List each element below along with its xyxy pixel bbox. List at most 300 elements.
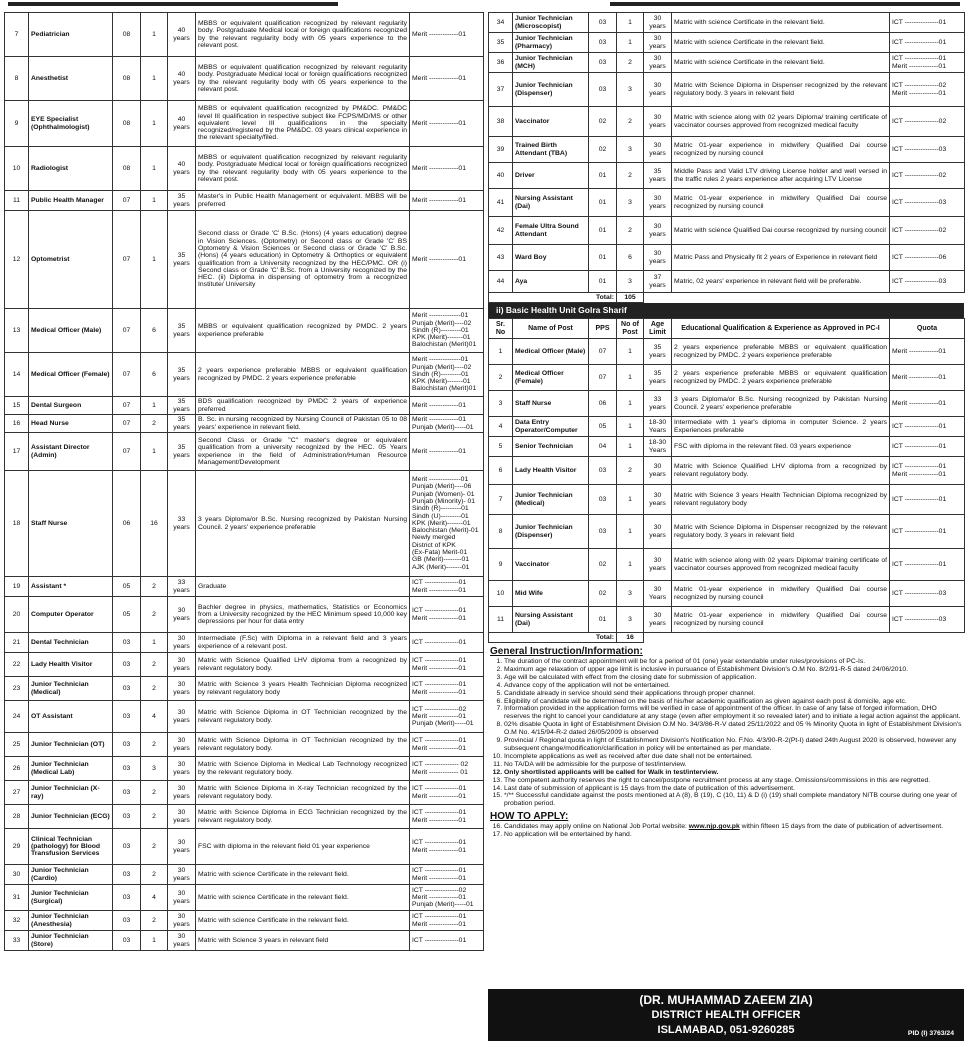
qualification-cell: Matric with science Certificate in the relevant field. [672,33,890,53]
table-row [5,781,484,805]
quota-line: Merit -------------01 [892,347,946,355]
quota-cell [890,137,965,163]
sr-no-cell: 10 [5,147,29,191]
sr-no-cell: 12 [5,211,29,309]
qualification-cell: Matric with science Certificate in the relevant field. [672,13,890,33]
quota-cell [410,653,484,677]
quota-line: Punjab (Merit)-----01 [412,901,474,909]
post-name-cell: Vaccinator [513,107,589,137]
no-of-post-cell: 2 [141,677,168,701]
qualification-cell: MBBS or equivalent qualification recognized by relevant regularity body. Postgraduate Medical local or foreign qualifications recognized by the relevant regularity body with 05 years experience to the relevant post. [196,13,410,57]
quota-line: AJK (Merit)-------01 [412,563,470,571]
sr-no-cell: 11 [5,191,29,211]
table-row [5,633,484,653]
quota-line: Merit -------------01 [412,712,466,720]
quota-line: ICT ---------------01 [412,657,467,665]
quota-cell [410,931,484,951]
age-limit-cell: 30 years [644,13,672,33]
age-limit-cell: 30 years [644,485,672,515]
qualification-cell: FSC with diploma in the relevant field 01 year experience [196,829,410,865]
pps-cell: 02 [589,107,617,137]
post-name-cell: Junior Technician (Store) [29,931,113,951]
age-limit-cell: 30 years [644,245,672,271]
sr-no-cell: 25 [5,733,29,757]
pps-cell: 05 [113,597,141,633]
age-limit-cell: 30 years [644,73,672,107]
quota-line: Sindh (R)---------01 [412,326,469,334]
instruction-item-12: 12. Only shortlisted applicants will be called for Walk in test/interview. [504,769,964,777]
qualification-cell: FSC with diploma in the relevant filed. 03 years experience [672,437,890,457]
njp-website-link[interactable]: www.njp.gov.pk [688,823,740,831]
pps-cell: 01 [589,189,617,217]
pps-cell: 03 [113,805,141,829]
quota-line: ICT ---------------02 [412,886,467,894]
quota-line: KPK (Merit)-------01 [412,334,471,342]
no-of-post-cell: 1 [141,101,168,147]
quota-line: ICT ---------------03 [892,198,947,206]
sr-no-cell: 41 [489,189,513,217]
no-of-post-cell: 3 [617,581,644,607]
sr-no-cell: 36 [489,53,513,73]
sr-no-cell: 40 [489,163,513,189]
table-row [489,391,965,417]
qualification-cell: Matric with Science Diploma in Dispenser recognized by the relevant regulatory body. 3 years in relevant field [672,515,890,549]
quota-line: Merit -------------01 [892,399,946,407]
pps-cell: 03 [113,653,141,677]
quota-cell [890,53,965,73]
age-limit-cell: 35 years [168,211,196,309]
quota-line: ICT ---------------01 [412,737,467,745]
pps-cell: 08 [113,101,141,147]
no-of-post-cell: 4 [141,701,168,733]
qualification-cell: Second class or Grade 'C' B.Sc. (Hons) (4 years education) degree in Vision Sciences. (Optometry) or Second class or Grade 'C' BS Optometry & Vision Sciences or Second class or Grade 'C' B.Sc. (Hons) (4 years education) in Optometry & Orthoptics or equivalent qualification from a University recognized by the HEC/PMC. OR (i) Second class or Grade 'C' B.Sc. from a University recognized by the HEC. (ii) Diploma in dispensing of optometry from a recognized Institute/ University [196,211,410,309]
no-of-post-cell: 2 [141,415,168,433]
pps-cell: 07 [113,353,141,397]
quota-cell [410,471,484,577]
no-of-post-cell: 1 [141,191,168,211]
no-of-post-cell: 3 [617,137,644,163]
posts-table-right [488,12,965,303]
table-row [5,931,484,951]
table-row [5,911,484,931]
table-row [489,33,965,53]
quota-line: ICT ---------------03 [892,145,947,153]
age-limit-cell: 35 years [168,415,196,433]
qualification-cell: 2 years experience preferable MBBS or equivalent qualification recognized by PMDC. 2 years experience preferable [672,339,890,365]
table-row [5,597,484,633]
sr-no-cell: 38 [489,107,513,137]
no-of-post-cell: 3 [141,757,168,781]
quota-line: Merit -------------01 [412,30,466,38]
quota-cell [890,437,965,457]
quota-cell [410,677,484,701]
instruction-item-16 [504,823,964,831]
quota-cell [410,829,484,865]
header-sr-no: Sr. No [489,319,513,339]
quota-cell [890,13,965,33]
qualification-cell: MBBS or equivalent qualification recognized by relevant regularity body. Postgraduate Medical local or foreign qualifications recognized by the relevant regularity body with 05 years experience to the relevant post. [196,57,410,101]
quota-line: ICT ---------------01 [892,422,947,430]
sr-no-cell: 26 [5,757,29,781]
post-name-cell: Assistant Director (Admin) [29,433,113,471]
table-row [5,677,484,701]
no-of-post-cell: 1 [141,397,168,415]
table-row [489,549,965,581]
qualification-cell: Matric with Science Diploma in OT Technician recognized by the relevant regulatory body. [196,701,410,733]
qualification-cell: Matric with Science Diploma in X-ray Technician recognized by the relevant regulatory body. [196,781,410,805]
quota-line: Newly merged [412,534,456,542]
pps-cell: 03 [589,457,617,485]
age-limit-cell: 30 years [644,217,672,245]
bhu-section-banner: ii) Basic Health Unit Golra Sharif [488,303,964,318]
post-name-cell: Junior Technician (Medical Lab) [29,757,113,781]
qualification-cell: Matric with science Qualified Dai course recognized by nursing council [672,217,890,245]
qualification-cell: Matric with science along with 02 years Diploma/ training certificate of vaccinator courses approved from recognized medical faculty [672,107,890,137]
age-limit-cell: 30 years [168,805,196,829]
post-name-cell: Junior Technician (Dispenser) [513,515,589,549]
quota-line: ICT ---------------02 [892,226,947,234]
no-of-post-cell: 1 [141,147,168,191]
post-name-cell: Head Nurse [29,415,113,433]
qualification-cell: Middle Pass and Valid LTV driving License holder and well versed in the traffic rules 2 years experience after acquiring LTV License [672,163,890,189]
sr-no-cell: 2 [489,365,513,391]
sr-no-cell: 8 [489,515,513,549]
table-row [489,365,965,391]
quota-cell [410,633,484,653]
age-limit-cell: 37 years [644,271,672,293]
table-row [489,437,965,457]
quota-cell [410,911,484,931]
quota-line: Punjab (Merit)----02 [412,319,472,327]
age-limit-cell: 30 years [644,515,672,549]
pps-cell: 03 [113,701,141,733]
quota-line: ICT ---------------01 [412,913,467,921]
sr-no-cell: 14 [5,353,29,397]
quota-line: ICT ---------------01 [892,495,947,503]
age-limit-cell: 30 years [168,733,196,757]
sr-no-cell: 44 [489,271,513,293]
no-of-post-cell: 2 [141,911,168,931]
pps-cell: 01 [589,245,617,271]
instruction-item-14: 14. Last date of submission of applicant is 15 days from the date of publication of this advertisement. [504,785,964,793]
post-name-cell: Data Entry Operator/Computer [513,417,589,437]
qualification-cell: Matric with Science 3 years Health Technician Diploma recognized by relevant regulatory body [672,485,890,515]
quota-line: Merit -------------01 [412,920,466,928]
pps-cell: 07 [113,211,141,309]
quota-line: KPK (Merit)-------01 [412,378,471,386]
table-row [5,733,484,757]
pps-cell: 07 [113,397,141,415]
table-row [489,107,965,137]
bhu-total-label: Total: [489,633,617,643]
post-name-cell: Medical Officer (Female) [29,353,113,397]
table-row [5,805,484,829]
quota-cell [410,397,484,415]
qualification-cell: Matric Pass and Physically fit 2 years of Experience in relevant field [672,245,890,271]
pps-cell: 07 [113,433,141,471]
no-of-post-cell: 1 [617,437,644,457]
age-limit-cell: 30 Years [644,581,672,607]
no-of-post-cell: 3 [617,607,644,633]
pps-cell: 03 [589,73,617,107]
quota-line: Merit -------------01 [412,447,466,455]
sr-no-cell: 15 [5,397,29,415]
age-limit-cell: 30 years [644,189,672,217]
post-name-cell: Staff Nurse [513,391,589,417]
quota-line: Punjab (Merit)----02 [412,363,472,371]
age-limit-cell: 30 years [168,931,196,951]
pps-cell: 03 [589,33,617,53]
qualification-cell: Matric 01-year experience in midwifery Qualified Dai course recognized by nursing council [672,189,890,217]
pps-cell: 01 [589,271,617,293]
quota-cell [890,391,965,417]
quota-line: ICT ---------------01 [892,560,947,568]
quota-line: Merit -------------01 [412,744,466,752]
no-of-post-cell: 2 [141,577,168,597]
post-name-cell: Junior Technician (Microscopist) [513,13,589,33]
post-name-cell: Ward Boy [513,245,589,271]
no-of-post-cell: 2 [617,457,644,485]
sr-no-cell: 31 [5,885,29,911]
qualification-cell: Graduate [196,577,410,597]
qualification-cell: 3 years Diploma/or B.Sc. Nursing recognized by Pakistan Nursing Council. 2 years' experience preferable [672,391,890,417]
no-of-post-cell: 2 [617,163,644,189]
bhu-posts-table [488,318,965,643]
age-limit-cell: 35 years [168,397,196,415]
post-name-cell: Mid Wife [513,581,589,607]
age-limit-cell: 30 years [168,757,196,781]
post-name-cell: Junior Technician (Cardio) [29,865,113,885]
quota-cell [890,581,965,607]
quota-line: ICT ---------------03 [892,589,947,597]
age-limit-cell: 35 years [644,339,672,365]
post-name-cell: Junior Technician (Pharmacy) [513,33,589,53]
sr-no-cell: 24 [5,701,29,733]
pps-cell: 03 [589,53,617,73]
age-limit-cell: 30 years [644,457,672,485]
post-name-cell: Aya [513,271,589,293]
table-row [5,577,484,597]
sr-no-cell: 18 [5,471,29,577]
qualification-cell: Matric with Science Diploma in OT Technician recognized by the relevant regulatory body. [196,733,410,757]
post-name-cell: Nursing Assistant (Dai) [513,189,589,217]
officer-name: (DR. MUHAMMAD ZAEEM ZIA) [639,993,813,1007]
quota-line: (Ex-Fata) Merit-01 [412,549,468,557]
quota-line: Merit -------------01 [412,688,466,696]
quota-line: Merit --------------01 [412,476,469,484]
sr-no-cell: 39 [489,137,513,163]
sr-no-cell: 23 [5,677,29,701]
no-of-post-cell: 1 [617,33,644,53]
no-of-post-cell: 6 [141,309,168,353]
no-of-post-cell: 16 [141,471,168,577]
quota-line: Merit -------------01 [412,74,466,82]
pps-cell: 03 [113,865,141,885]
sr-no-cell: 13 [5,309,29,353]
no-of-post-cell: 1 [617,549,644,581]
sr-no-cell: 30 [5,865,29,885]
quota-cell [890,73,965,107]
post-name-cell: Medical Officer (Female) [513,365,589,391]
table-row [489,271,965,293]
quota-line: Sindh (R)---------01 [412,505,469,513]
how-to-apply-heading: HOW TO APPLY: [490,811,569,823]
pps-cell: 02 [589,137,617,163]
pps-cell: 03 [589,515,617,549]
qualification-cell: Intermediate (F.Sc) with Diploma in a relevant field and 3 years experience of a relevant post. [196,633,410,653]
no-of-post-cell: 1 [141,211,168,309]
pps-cell: 03 [113,781,141,805]
table-row [5,653,484,677]
no-of-post-cell: 2 [617,217,644,245]
post-name-cell: Female Ultra Sound Attendant [513,217,589,245]
pps-cell: 03 [113,931,141,951]
total-row [489,293,965,303]
instruction-item-3: 3. Age will be calculated with effect from the closing date for submission of application. [504,674,964,682]
quota-line: ICT ---------------02 [892,117,947,125]
pps-cell: 03 [113,733,141,757]
sr-no-cell: 9 [5,101,29,147]
post-name-cell: Medical Officer (Male) [513,339,589,365]
right-column [488,12,964,839]
quota-line: Merit -------------01 [412,416,466,424]
qualification-cell: Matric 01-year experience in midwifery Qualified Dai course recognized by nursing council [672,607,890,633]
sr-no-cell: 27 [5,781,29,805]
qualification-cell: Matric, 02 years' experience in relevant field will be preferable. [672,271,890,293]
quota-line: Merit -------------01 [412,846,466,854]
pps-cell: 03 [113,829,141,865]
quota-line: ICT --------------- 02 [412,761,469,769]
post-name-cell: Nursing Assistant (Dai) [513,607,589,633]
quota-line: Punjab (Women)- 01 [412,490,475,498]
table-row [489,457,965,485]
quota-line: Merit ------------- 01 [412,768,468,776]
age-limit-cell: 18-30 Years [644,417,672,437]
no-of-post-cell: 1 [617,417,644,437]
pps-cell: 08 [113,57,141,101]
no-of-post-cell: 2 [141,733,168,757]
age-limit-cell: 40 years [168,147,196,191]
age-limit-cell: 30 years [168,701,196,733]
pps-cell: 03 [113,885,141,911]
quota-line: ICT ---------------02 [892,82,947,90]
quota-line: Merit -------------01 [412,196,466,204]
qualification-cell: Matric 01-year experience in midwifery Qualified Dai course recognized by nursing council [672,137,890,163]
post-name-cell: Clinical Technician (pathology) for Blood Transfusion Services [29,829,113,865]
quota-line: ICT ---------------01 [412,867,467,875]
header-age-limit: Age Limit [644,319,672,339]
header-no-of-post: No of Post [617,319,644,339]
no-of-post-cell: 1 [141,931,168,951]
table-row [5,13,484,57]
quota-cell [890,163,965,189]
sr-no-cell: 1 [489,339,513,365]
quota-line: Sindh (R)---------01 [412,370,469,378]
sr-no-cell: 21 [5,633,29,653]
sr-no-cell: 4 [489,417,513,437]
quota-line: Merit -------------01 [892,62,946,70]
no-of-post-cell: 4 [141,885,168,911]
quota-line: ICT ---------------01 [412,839,467,847]
sr-no-cell: 28 [5,805,29,829]
age-limit-cell: 30 years [168,653,196,677]
quota-cell [410,353,484,397]
sr-no-cell: 35 [489,33,513,53]
qualification-cell: 2 years experience preferable MBBS or equivalent qualification recognized by PMDC. 2 years experience preferable [672,365,890,391]
pps-cell: 03 [113,677,141,701]
no-of-post-cell: 1 [617,391,644,417]
age-limit-cell: 30 years [168,781,196,805]
post-name-cell: Junior Technician (MCH) [513,53,589,73]
sr-no-cell: 16 [5,415,29,433]
no-of-post-cell: 2 [141,805,168,829]
post-name-cell: Junior Technician (X-ray) [29,781,113,805]
quota-cell [410,211,484,309]
sr-no-cell: 10 [489,581,513,607]
table-row [489,245,965,271]
qualification-cell: Second Class or Grade "C" master's degree or equivalent qualification from a university recognized by the HEC. 05 Years experience in the field of Administration/Human Resource Management/Development [196,433,410,471]
no-of-post-cell: 1 [617,339,644,365]
pps-cell: 02 [589,581,617,607]
quota-line: GB (Merit)--------01 [412,556,470,564]
table-row [5,471,484,577]
quota-line: ICT ---------------06 [892,253,947,261]
qualification-cell: Matric with Science Diploma in Medical Lab Technology recognized by the relevant regulatory body. [196,757,410,781]
quota-line: ICT ---------------01 [892,55,947,63]
qualification-cell: Matric with Science Qualified LHV diploma from a recognized by relevant regulatory body. [196,653,410,677]
qualification-cell: MBBS or equivalent qualification recognized by PM&DC. PM&DC level III qualification in respective subject like FCPS/MD/MS or other equivalent level III qualifications in the specialty recognized/registered by the PM&DC. 03 years clinical experience in the relevant specialty/filed. [196,101,410,147]
instruction-item-10: 10. Incomplete applications as well as received after due date shall not be entertained. [504,753,964,761]
quota-line: ICT ---------------01 [412,809,467,817]
quota-line: Balochistan (Merit)01 [412,385,477,393]
table-row [5,415,484,433]
no-of-post-cell: 1 [617,13,644,33]
quota-line: Balochistan (Merit)-01 [412,527,479,535]
pps-cell: 05 [589,417,617,437]
table-row [5,57,484,101]
table-row [489,189,965,217]
age-limit-cell: 35 years [168,353,196,397]
no-of-post-cell: 2 [617,107,644,137]
sr-no-cell: 43 [489,245,513,271]
qualification-cell: Matric with science Certificate in the relevant field. [196,865,410,885]
post-name-cell: Senior Technician [513,437,589,457]
quota-cell [410,577,484,597]
qualification-cell: Matric with science along with 02 years Diploma/ training certificate of vaccinator courses approved from recognized medical faculty [672,549,890,581]
sr-no-cell: 6 [489,457,513,485]
pps-cell: 03 [113,757,141,781]
quota-cell [890,271,965,293]
pps-cell: 01 [589,217,617,245]
quota-cell [890,515,965,549]
post-name-cell: Radiologist [29,147,113,191]
instruction-item-9: 9. Provincial / Regional quota in light of Establishment Division's Notification No. F.No. 4/3/90-R-2(Pt-I) dated 24th August 2020 is observed, however any subsequent change/modification/clarification in policy will be entertained as per mandate. [504,737,964,753]
instructions-list [488,658,964,808]
quota-cell [890,365,965,391]
pps-cell: 03 [589,485,617,515]
quota-line: Punjab (Merit)-----01 [412,720,474,728]
total-value: 105 [617,293,644,303]
top-rule-left [8,2,338,6]
quota-cell [890,339,965,365]
quota-line: Merit -------------01 [412,664,466,672]
age-limit-cell: 35 years [168,433,196,471]
no-of-post-cell: 6 [617,245,644,271]
quota-cell [410,805,484,829]
pps-cell: 07 [113,191,141,211]
no-of-post-cell: 1 [141,633,168,653]
quota-cell [410,701,484,733]
